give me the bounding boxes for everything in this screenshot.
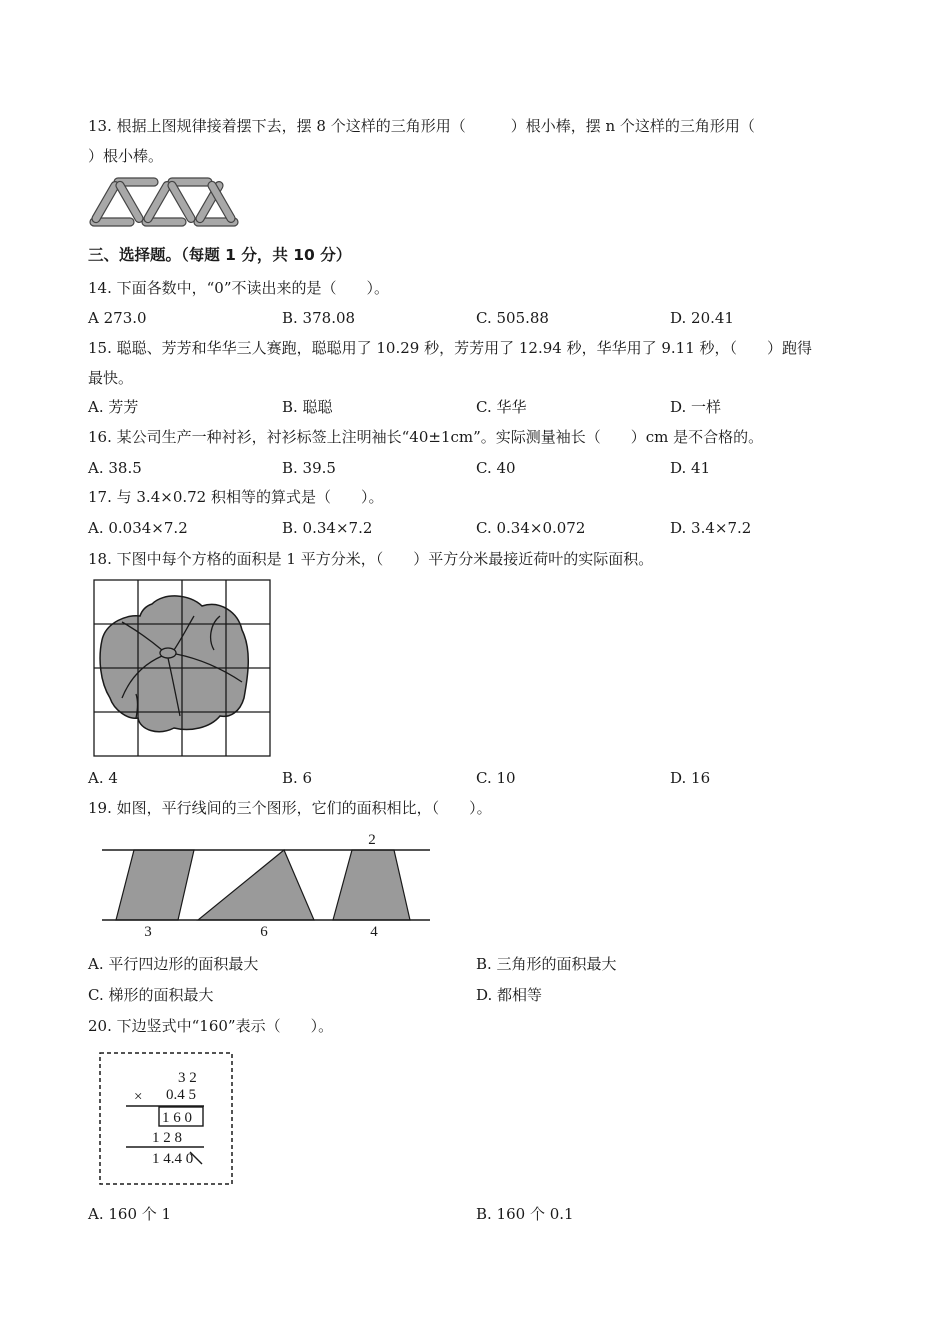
q15-line1: 15. 聪聪、芳芳和华华三人赛跑，聪聪用了 10.29 秒，芳芳用了 12.94 秒，华华用了 9.11 秒，（ ）跑得 (88, 339, 813, 357)
calc-multiplier: 0.4 5 (166, 1087, 196, 1103)
q15-line2: 最快。 (88, 369, 134, 387)
q19-option-b[interactable]: B. 三角形的面积最大 (476, 955, 617, 973)
q16-option-d[interactable]: D. 41 (670, 459, 711, 477)
q17-option-c[interactable]: C. 0.34×0.072 (476, 519, 586, 537)
parallelogram-shape (116, 850, 194, 920)
calc-product: 1 4.4 0 (152, 1151, 194, 1167)
q16-option-c[interactable]: C. 40 (476, 459, 516, 477)
q18-option-d[interactable]: D. 16 (670, 769, 711, 787)
q13-line2: ）根小棒。 (88, 147, 164, 165)
q17-option-a[interactable]: A. 0.034×7.2 (88, 519, 188, 537)
trapezoid-shape (333, 850, 410, 920)
q19-option-d[interactable]: D. 都相等 (476, 986, 543, 1004)
label-trapezoid-top: 2 (368, 832, 376, 848)
q16-option-a[interactable]: A. 38.5 (88, 459, 142, 477)
calc-multiplicand: 3 2 (178, 1070, 197, 1086)
q18-option-c[interactable]: C. 10 (476, 769, 516, 787)
q16-text: 16. 某公司生产一种衬衫，衬衫标签上注明袖长“40±1cm”。实际测量袖长（ ）cm 是不合格的。 (88, 428, 764, 446)
q20-option-b[interactable]: B. 160 个 0.1 (476, 1205, 574, 1223)
q15-option-d[interactable]: D. 一样 (670, 398, 722, 416)
lotus-leaf-grid-figure (92, 578, 274, 758)
vertical-multiplication-figure (98, 1050, 236, 1188)
q15-option-c[interactable]: C. 华华 (476, 398, 527, 416)
label-parallelogram-base: 3 (144, 924, 152, 940)
calc-partial-product-1: 1 6 0 (162, 1110, 192, 1126)
q14-option-c[interactable]: C. 505.88 (476, 309, 549, 327)
label-triangle-base: 6 (260, 924, 268, 940)
q16-option-b[interactable]: B. 39.5 (282, 459, 336, 477)
q19-option-c[interactable]: C. 梯形的面积最大 (88, 986, 214, 1004)
q15-option-b[interactable]: B. 聪聪 (282, 398, 333, 416)
q17-option-b[interactable]: B. 0.34×7.2 (282, 519, 373, 537)
parallel-lines-shapes-figure (100, 828, 434, 942)
q14-text: 14. 下面各数中，“0”不读出来的是（ ）。 (88, 279, 390, 297)
q17-option-d[interactable]: D. 3.4×7.2 (670, 519, 752, 537)
q18-text: 18. 下图中每个方格的面积是 1 平方分米，（ ）平方分米最接近荷叶的实际面积。 (88, 550, 654, 568)
triangle-shape (198, 850, 314, 920)
q14-option-d[interactable]: D. 20.41 (670, 309, 734, 327)
calc-times-sign: × (134, 1089, 143, 1105)
q14-option-b[interactable]: B. 378.08 (282, 309, 356, 327)
q15-option-a[interactable]: A. 芳芳 (88, 398, 139, 416)
label-trapezoid-base: 4 (370, 924, 378, 940)
q18-option-a[interactable]: A. 4 (88, 769, 118, 787)
q14-option-a[interactable]: A 273.0 (88, 309, 147, 327)
q20-option-a[interactable]: A. 160 个 1 (88, 1205, 172, 1223)
matchstick-triangles-figure (86, 176, 246, 230)
q19-text: 19. 如图，平行线间的三个图形，它们的面积相比，（ ）。 (88, 799, 492, 817)
q17-text: 17. 与 3.4×0.72 积相等的算式是（ ）。 (88, 488, 384, 506)
q13-line1: 13. 根据上图规律接着摆下去，摆 8 个这样的三角形用（ ）根小棒，摆 n 个这样的三角形用（ (88, 117, 755, 135)
q20-text: 20. 下边竖式中“160”表示（ ）。 (88, 1017, 334, 1035)
q18-option-b[interactable]: B. 6 (282, 769, 313, 787)
q19-option-a[interactable]: A. 平行四边形的面积最大 (88, 955, 259, 973)
calc-partial-product-2: 1 2 8 (152, 1130, 182, 1146)
section-3-heading: 三、选择题。（每题 1 分，共 10 分） (88, 246, 352, 264)
